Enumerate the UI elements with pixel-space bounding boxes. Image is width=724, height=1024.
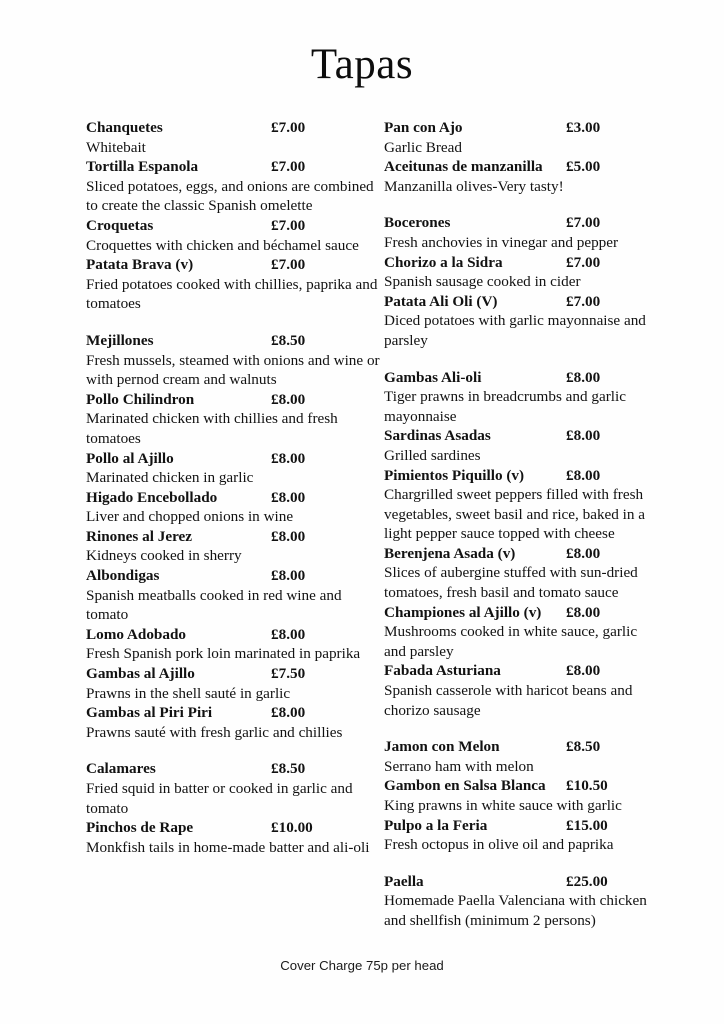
menu-item-head [86,527,384,547]
menu-item-head [384,603,652,623]
menu-item-description: Fresh anchovies in vinegar and pepper [384,233,619,251]
menu-item[interactable] [86,759,384,818]
menu-item-head [86,703,384,723]
menu-item-price: £8.00 [271,449,306,467]
menu-item[interactable] [384,816,652,855]
menu-item-head [86,331,384,351]
menu-item-price: £8.00 [566,466,601,484]
menu-item-name: Albondigas [86,567,160,585]
menu-item-price: £8.00 [566,368,601,386]
menu-item-description: Chargrilled sweet peppers filled with fresh vegetables, sweet basil and rice, baked in a light pepper sauce topped with cheese [384,486,646,543]
menu-item-name: Calamares [86,760,156,778]
menu-section [384,368,652,721]
menu-item-description: Spanish sausage cooked in cider [384,273,581,291]
menu-item-price: £10.00 [271,819,313,837]
menu-item-head [86,488,384,508]
menu-item-price: £7.00 [271,158,306,176]
menu-section [86,118,384,314]
menu-item-name: Rinones al Jerez [86,527,193,545]
menu-item-name: Chanquetes [86,119,163,136]
menu-item-price: £8.00 [566,662,601,680]
menu-item-head [384,426,652,446]
menu-item-description: Mushrooms cooked in white sauce, garlic and parsley [384,623,638,660]
menu-item-head [86,157,384,177]
menu-item-head [86,759,384,779]
menu-item[interactable] [384,661,652,720]
menu-item-name: Jamon con Melon [384,738,500,756]
menu-item-price: £7.00 [566,253,601,271]
menu-item-name: Patata Ali Oli (V) [384,292,498,310]
menu-item-description: Manzanilla olives-Very tasty! [384,177,564,195]
menu-item[interactable] [86,118,384,157]
menu-item-name: Croquetas [86,216,154,234]
menu-item-price: £8.00 [271,390,306,408]
menu-item-head [384,661,652,681]
menu-item[interactable] [86,566,384,625]
menu-item-description: Monkfish tails in home-made batter and ali-oli [86,838,370,856]
menu-item-price: £7.00 [566,214,601,232]
menu-item-price: £7.00 [271,216,306,234]
menu-item[interactable] [384,872,652,931]
menu-item-price: £7.00 [566,292,601,310]
menu-item-description: Tiger prawns in breadcrumbs and garlic mayonnaise [384,388,626,425]
menu-item-description: Sliced potatoes, eggs, and onions are combined to create the classic Spanish omelette [86,177,374,215]
menu-item-name: Tortilla Espanola [86,158,199,176]
menu-item-head [384,737,652,757]
menu-item-price: £3.00 [566,119,601,136]
menu-item-price: £8.50 [271,760,306,778]
menu-item-head [384,816,652,836]
menu-item-price: £8.00 [271,527,306,545]
menu-item[interactable] [86,488,384,527]
menu-item-description: Marinated chicken with chillies and fresh tomatoes [86,410,338,447]
menu-item-description: Fresh mussels, steamed with onions and wine or with pernod cream and walnuts [86,351,380,389]
menu-item-name: Pan con Ajo [384,119,463,136]
menu-item-head [384,213,652,233]
menu-columns [0,118,724,931]
menu-item-name: Fabada Asturiana [384,662,501,680]
menu-item[interactable] [384,368,652,427]
menu-item-head [86,664,384,684]
menu-item-head [384,544,652,564]
menu-section [86,759,384,857]
menu-item[interactable] [384,292,652,351]
menu-item[interactable] [86,664,384,703]
menu-item-name: Gambas al Piri Piri [86,704,213,722]
menu-item-description: Fried potatoes cooked with chillies, paprika and tomatoes [86,275,378,313]
menu-item-name: Pollo Chilindron [86,390,195,408]
menu-section [86,331,384,742]
menu-item[interactable] [384,157,652,196]
menu-item-head [384,872,652,892]
menu-item[interactable] [384,544,652,603]
menu-item-name: Sardinas Asadas [384,427,491,445]
menu-item-name: Pimientos Piquillo (v) [384,466,525,484]
menu-item-price: £10.50 [566,777,608,795]
menu-item[interactable] [86,449,384,488]
menu-item-name: Higado Encebollado [86,488,218,506]
menu-item-head [86,625,384,645]
menu-column-right [384,118,652,931]
menu-item-head [86,216,384,236]
menu-item-description: Fresh Spanish pork loin marinated in paprika [86,645,361,663]
menu-item-description: King prawns in white sauce with garlic [384,797,622,814]
menu-item-name: Pulpo a la Feria [384,816,488,834]
menu-item-head [384,368,652,388]
page-title: Tapas [310,41,414,88]
menu-item-description: Garlic Bread [384,138,463,156]
menu-item-head [384,776,652,796]
menu-item-price: £7.00 [271,256,306,274]
menu-item-price: £8.00 [566,544,601,562]
menu-item-head [86,390,384,410]
menu-item-name: Lomo Adobado [86,625,187,643]
menu-item-head [86,818,384,838]
menu-item-description: Fresh octopus in olive oil and paprika [384,836,614,854]
menu-item-description: Spanish meatballs cooked in red wine and tomato [86,586,342,624]
menu-item-description: Serrano ham with melon [384,757,534,775]
menu-item-name: Mejillones [86,331,154,349]
menu-item-description: Kidneys cooked in sherry [86,547,242,565]
menu-item[interactable] [86,703,384,742]
menu-item-description: Fried squid in batter or cooked in garlic and tomato [86,780,353,817]
menu-item-price: £15.00 [566,816,608,834]
menu-item-name: Bocerones [384,214,451,232]
menu-section [384,737,652,855]
menu-item-description: Spanish casserole with haricot beans and chorizo sausage [384,682,633,719]
menu-item-price: £8.00 [271,488,306,506]
menu-item-price: £8.00 [271,567,306,585]
menu-item-name: Aceitunas de manzanilla [384,158,543,176]
menu-item-head [384,292,652,312]
menu-item-name: Gambas al Ajillo [86,665,195,683]
menu-item-description: Marinated chicken in garlic [86,469,254,487]
menu-item-price: £7.50 [271,665,306,683]
menu-item-head [86,449,384,469]
cover-charge-note: Cover Charge 75p per head [280,958,444,973]
menu-item[interactable] [384,776,652,815]
menu-column-left [86,118,384,857]
menu-item[interactable] [384,253,652,292]
menu-item-description: Homemade Paella Valenciana with chicken and shellfish (minimum 2 persons) [384,892,647,929]
menu-item-description: Diced potatoes with garlic mayonnaise and parsley [384,312,646,349]
menu-item-head [384,253,652,273]
menu-item-price: £7.00 [271,119,306,136]
menu-item[interactable] [384,213,652,252]
menu-item-price: £8.00 [271,704,306,722]
menu-item-price: £8.50 [271,331,306,349]
menu-item[interactable] [384,426,652,465]
menu-item-head [384,466,652,486]
menu-section [384,118,652,196]
menu-item[interactable] [384,466,652,544]
menu-item[interactable] [86,527,384,566]
menu-item-name: Chorizo a la Sidra [384,253,503,271]
menu-item-head [86,118,384,138]
menu-item-head [384,157,652,177]
menu-item-description: Croquettes with chicken and béchamel sauce [86,236,359,254]
menu-item-price: £8.00 [566,603,601,621]
menu-item-price: £8.50 [566,738,601,756]
menu-item-description: Slices of aubergine stuffed with sun-dried tomatoes, fresh basil and tomato sauce [384,564,638,602]
menu-item-price: £8.00 [271,625,306,643]
menu-item[interactable] [86,157,384,216]
menu-item-head [384,118,652,138]
menu-item[interactable] [86,390,384,449]
menu-item-name: Pinchos de Rape [86,819,194,837]
menu-item[interactable] [384,737,652,776]
menu-item-head [86,255,384,275]
menu-item-name: Gambon en Salsa Blanca [384,777,546,795]
menu-item-name: Pollo al Ajillo [86,449,174,467]
menu-item-name: Patata Brava (v) [86,256,194,274]
menu-item-price: £25.00 [566,872,608,890]
menu-item[interactable] [86,818,384,857]
menu-item[interactable] [384,118,652,157]
menu-item-price: £8.00 [566,427,601,445]
menu-item[interactable] [86,255,384,314]
menu-item-description: Liver and chopped onions in wine [86,508,294,526]
menu-section [384,872,652,931]
menu-item[interactable] [86,216,384,255]
menu-item[interactable] [86,625,384,664]
menu-item-name: Gambas Ali-oli [384,368,482,386]
menu-item-description: Prawns sauté with fresh garlic and chillies [86,723,343,741]
menu-item-head [86,566,384,586]
menu-item-description: Prawns in the shell sauté in garlic [86,684,291,702]
menu-item-description: Grilled sardines [384,446,481,464]
menu-section [384,213,652,350]
menu-item[interactable] [384,603,652,662]
menu-item-price: £5.00 [566,158,601,176]
menu-item-name: Paella [384,872,424,890]
menu-item-description: Whitebait [86,138,146,156]
menu-item[interactable] [86,331,384,390]
menu-item-name: Berenjena Asada (v) [384,544,516,562]
menu-item-name: Championes al Ajillo (v) [384,603,542,621]
